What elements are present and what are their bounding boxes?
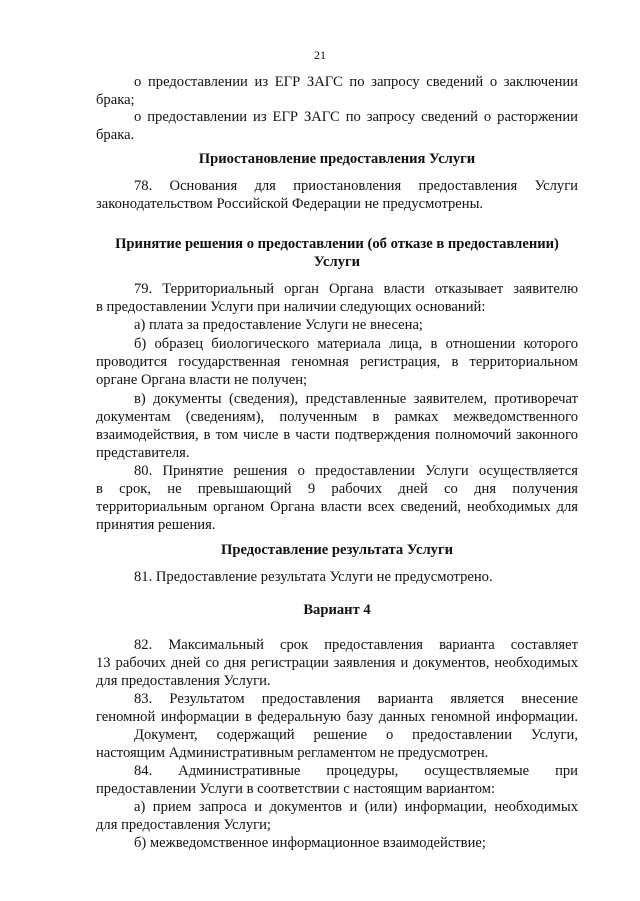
text-line: о предоставлении из ЕГР ЗАГС по запросу сведений о расторжении [134, 109, 578, 125]
text-line: 84. Административные процедуры, осуществляемые при [134, 763, 578, 779]
text-line: для предоставления Услуги; [96, 817, 271, 833]
text-line: в) документы (сведения), представленные заявителем, противоречат [134, 391, 578, 407]
text-line: взаимодействия, в том числе в части подтверждения полномочий законного [96, 427, 578, 443]
section-heading: Приостановление предоставления Услуги [198, 151, 476, 167]
text-line: в предоставлении Услуги при наличии следующих оснований: [96, 299, 486, 315]
text-line: 81. Предоставление результата Услуги не предусмотрено. [134, 569, 493, 585]
page-number: 21 [314, 48, 326, 62]
text-line: представителя. [96, 445, 190, 461]
text-line: проводится государственная геномная регистрация, в территориальном [96, 354, 578, 370]
text-line: в срок, не превышающий 9 рабочих дней со дня получения [96, 481, 578, 497]
text-line: б) образец биологического материала лица, в отношении которого [134, 336, 578, 352]
text-line: а) плата за предоставление Услуги не внесена; [134, 317, 423, 333]
text-line: 79. Территориальный орган Органа власти отказывает заявителю [134, 281, 578, 297]
text-line: брака. [96, 127, 135, 143]
text-line: для предоставления Услуги. [96, 673, 271, 689]
text-line: территориальным органом Органа власти всех сведений, необходимых для [96, 499, 578, 515]
text-line: органе Органа власти не получен; [96, 372, 308, 388]
text-line: а) прием запроса и документов и (или) информации, необходимых [134, 799, 578, 815]
section-heading: Предоставление результата Услуги [221, 542, 453, 558]
text-line: законодательством Российской Федерации не предусмотрены. [96, 196, 484, 212]
text-line: брака; [96, 92, 135, 108]
text-line: б) межведомственное информационное взаимодействие; [134, 835, 486, 851]
text-line: 13 рабочих дней со дня регистрации заявления и документов, необходимых [96, 655, 578, 671]
text-line: предоставлении Услуги в соответствии с настоящим вариантом: [96, 781, 496, 797]
text-line: принятия решения. [96, 517, 216, 533]
text-line: геномной информации в федеральную базу данных геномной информации. [96, 709, 578, 725]
text-line: настоящим Административным регламентом не предусмотрен. [96, 745, 489, 761]
text-line: Документ, содержащий решение о предоставлении Услуги, [134, 727, 578, 743]
section-heading: Услуги [313, 254, 361, 270]
text-line: 78. Основания для приостановления предоставления Услуги [134, 178, 578, 194]
text-line: 80. Принятие решения о предоставлении Услуги осуществляется [134, 463, 578, 479]
text-line: документам (сведениям), полученным в рамках межведомственного [96, 409, 578, 425]
text-line: о предоставлении из ЕГР ЗАГС по запросу сведений о заключении [134, 74, 578, 90]
text-line: 83. Результатом предоставления варианта является внесение [134, 691, 578, 707]
text-line: 82. Максимальный срок предоставления варианта составляет [134, 637, 578, 653]
section-heading: Вариант 4 [303, 602, 371, 618]
section-heading: Принятие решения о предоставлении (об отказе в предоставлении) [115, 236, 559, 252]
